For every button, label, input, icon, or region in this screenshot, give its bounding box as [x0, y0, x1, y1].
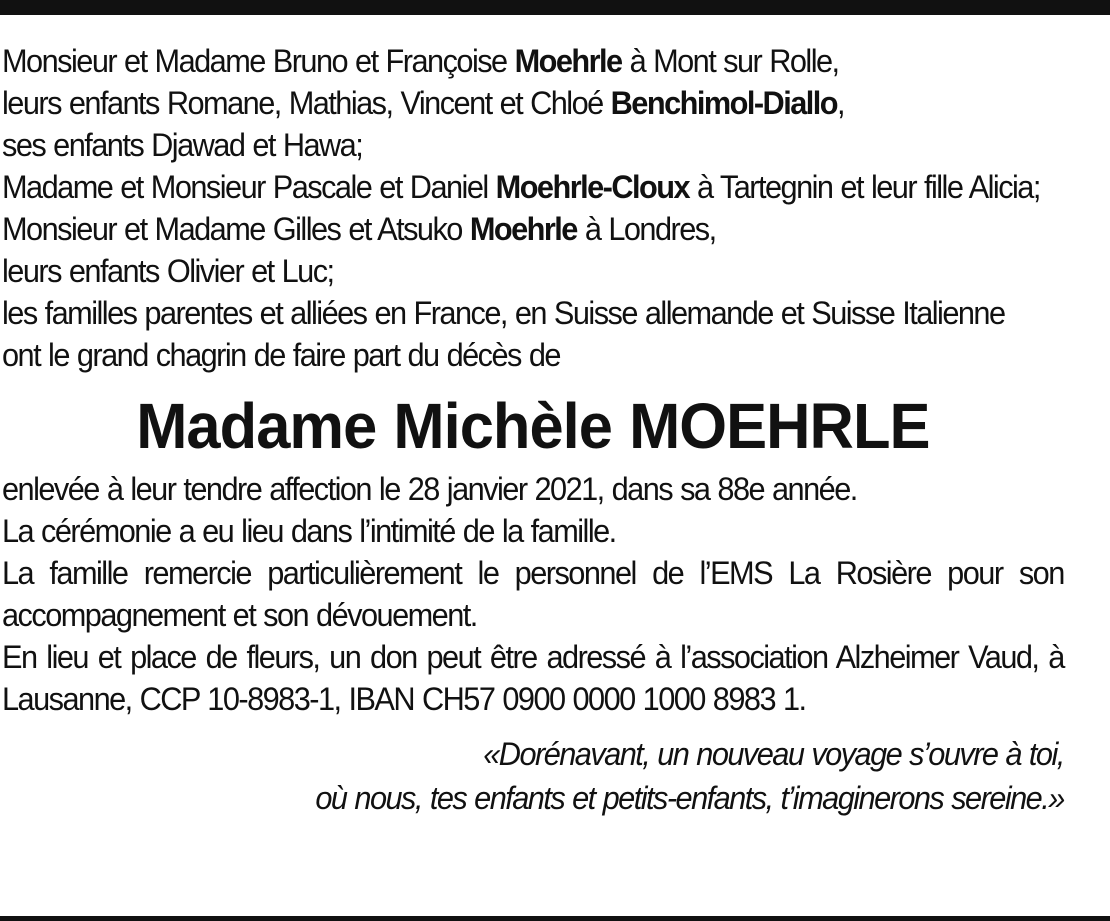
details-line-4: En lieu et place de fleurs, un don peut être adressé à l’association Alzheimer Vaud, à Lausanne, CCP 10-8983-1, IBAN CH57 0900 0000 1000 8983 1.	[2, 639, 1064, 717]
family-line-6: leurs enfants Olivier et Luc;	[2, 253, 334, 289]
family-line-2-pre: leurs enfants Romane, Mathias, Vincent et Chloé	[2, 85, 611, 121]
family-line-5-post: à Londres,	[576, 211, 716, 247]
family-line-4-surname: Moehrle-Cloux	[495, 169, 690, 205]
details-line-3: La famille remercie particulièrement le personnel de l’EMS La Rosière pour son accompagnement et son dévouement.	[2, 555, 1064, 633]
family-line-2	[2, 82, 1064, 124]
family-line-4	[2, 166, 1064, 208]
bottom-border-rule	[0, 916, 1110, 921]
family-line-3: ses enfants Djawad et Hawa;	[2, 127, 363, 163]
closing-quote-line-1: «Dorénavant, un nouveau voyage s’ouvre à toi,	[483, 736, 1064, 772]
family-line-7: les familles parentes et alliées en France, en Suisse allemande et Suisse Italienne	[2, 295, 1005, 331]
family-line-5-surname: Moehrle	[469, 211, 577, 247]
announcement-line: ont le grand chagrin de faire part du décès de	[2, 337, 560, 373]
family-line-2-surname: Benchimol-Diallo	[610, 85, 837, 121]
family-line-2-post: ,	[836, 85, 844, 121]
details-line-2: La cérémonie a eu lieu dans l’intimité de la famille.	[2, 513, 616, 549]
deceased-name: Madame Michèle MOEHRLE	[136, 390, 930, 462]
closing-quote-line-2: où nous, tes enfants et petits-enfants, t’imaginerons sereine.»	[315, 780, 1064, 816]
family-line-1-surname: Moehrle	[514, 43, 622, 79]
family-line-4-post: à Tartegnin et leur fille Alicia;	[689, 169, 1040, 205]
family-line-4-pre: Madame et Monsieur Pascale et Daniel	[2, 169, 496, 205]
family-line-5	[2, 208, 1064, 250]
top-border-rule	[0, 0, 1110, 15]
family-line-1	[2, 40, 1064, 82]
closing-quote	[2, 732, 1064, 820]
family-line-5-pre: Monsieur et Madame Gilles et Atsuko	[2, 211, 470, 247]
family-line-1-post: à Mont sur Rolle,	[621, 43, 839, 79]
obituary-notice	[2, 40, 1064, 820]
family-line-1-pre: Monsieur et Madame Bruno et Françoise	[2, 43, 515, 79]
details-line-1: enlevée à leur tendre affection le 28 janvier 2021, dans sa 88e année.	[2, 471, 857, 507]
